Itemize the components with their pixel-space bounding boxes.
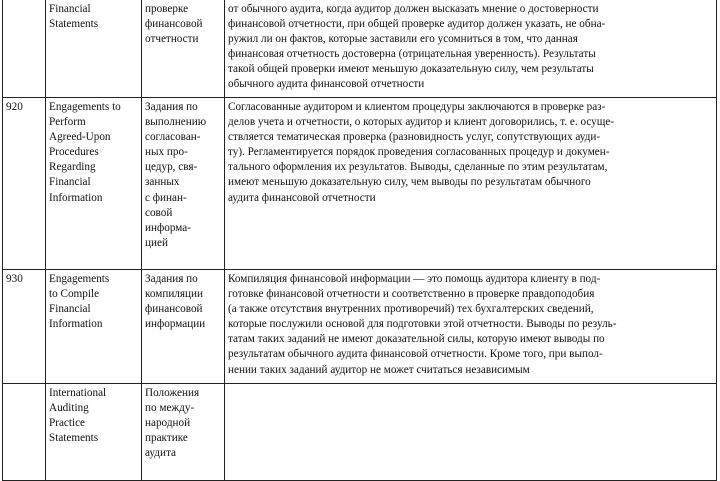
russian-title-cell bbox=[142, 270, 225, 384]
english-title: Engagements to Compile Financial Information bbox=[49, 273, 110, 331]
english-title-cell bbox=[46, 0, 142, 98]
english-title-cell bbox=[46, 98, 142, 270]
description-cell bbox=[225, 98, 717, 270]
description-text: Компиляция финансовой информации — это помощь аудитора клиенту в под- готовке финансовой отчетности и соответственно в проверке правдоподобия (а также отсутствия внутренних противоречий) тех бухгалтерских сведений, которые послужили основой для подготовки этой отчетности. Выводы по резуль- татам таких заданий не имеют доказательной силы, которую имеют выводы по результатам обычного аудита финансовой отчетности. Кроме того, при выпол- нении таких заданий аудитор не может считаться независимым bbox=[228, 273, 617, 376]
table-row bbox=[3, 384, 717, 481]
standard-number: 930 bbox=[6, 273, 23, 285]
standard-number-cell bbox=[3, 98, 46, 270]
russian-title-cell bbox=[142, 98, 225, 270]
standard-number-cell bbox=[3, 384, 46, 481]
russian-title-cell bbox=[142, 0, 225, 98]
russian-title-cell bbox=[142, 384, 225, 481]
english-title: Engagements to Perform Agreed-Upon Procedures Regarding Financial Information bbox=[49, 101, 121, 204]
description-cell bbox=[225, 384, 717, 481]
english-title-cell bbox=[46, 270, 142, 384]
description-cell bbox=[225, 0, 717, 98]
russian-title: Задания по выполнению согласован- ных про- цедур, свя- занных с финан- совой информа- цией bbox=[145, 101, 207, 249]
russian-title: Задания по компиляции финансовой информации bbox=[145, 273, 206, 331]
english-title: International Auditing Practice Statements bbox=[49, 387, 107, 445]
table-row bbox=[3, 270, 717, 384]
english-title: Financial Statements bbox=[49, 3, 99, 31]
standard-number-cell bbox=[3, 0, 46, 98]
description-text: Согласованные аудитором и клиентом процедуры заключаются в проверке раз- делов учета и отчетности, о которых аудитор и клиент договорились, т. е. осуще- ствляется тематическая проверка (разновидность услуг, сопутствующих ауди- ту). Регламентируется порядок проведения согласованных процедур и докумен- тального оформления их результатов. Выводы, сделанные по этим результатам, имеют меньшую доказательную силу, чем выводы по результатам обычного аудита финансовой отчетности bbox=[228, 101, 615, 204]
russian-title: проверке финансовой отчетности bbox=[145, 3, 203, 46]
table-row bbox=[3, 0, 717, 98]
standard-number: 920 bbox=[6, 101, 23, 113]
standards-table bbox=[2, 0, 717, 481]
standard-number-cell bbox=[3, 270, 46, 384]
table-row bbox=[3, 98, 717, 270]
description-text: от обычного аудита, когда аудитор должен высказать мнение о достоверности финансовой отчетности, при общей проверке аудитор должен указать, не обна- ружил ли он фактов, которые заставили его усомниться в том, что данная финансовая отчетность достоверна (отрицательная уверенность). Результаты такой общей проверки имеют меньшую доказательную силу, чем результаты обычного аудита финансовой отчетности bbox=[228, 3, 606, 91]
description-cell bbox=[225, 270, 717, 384]
russian-title: Положения по между- народной практике аудита bbox=[145, 387, 200, 460]
english-title-cell bbox=[46, 384, 142, 481]
